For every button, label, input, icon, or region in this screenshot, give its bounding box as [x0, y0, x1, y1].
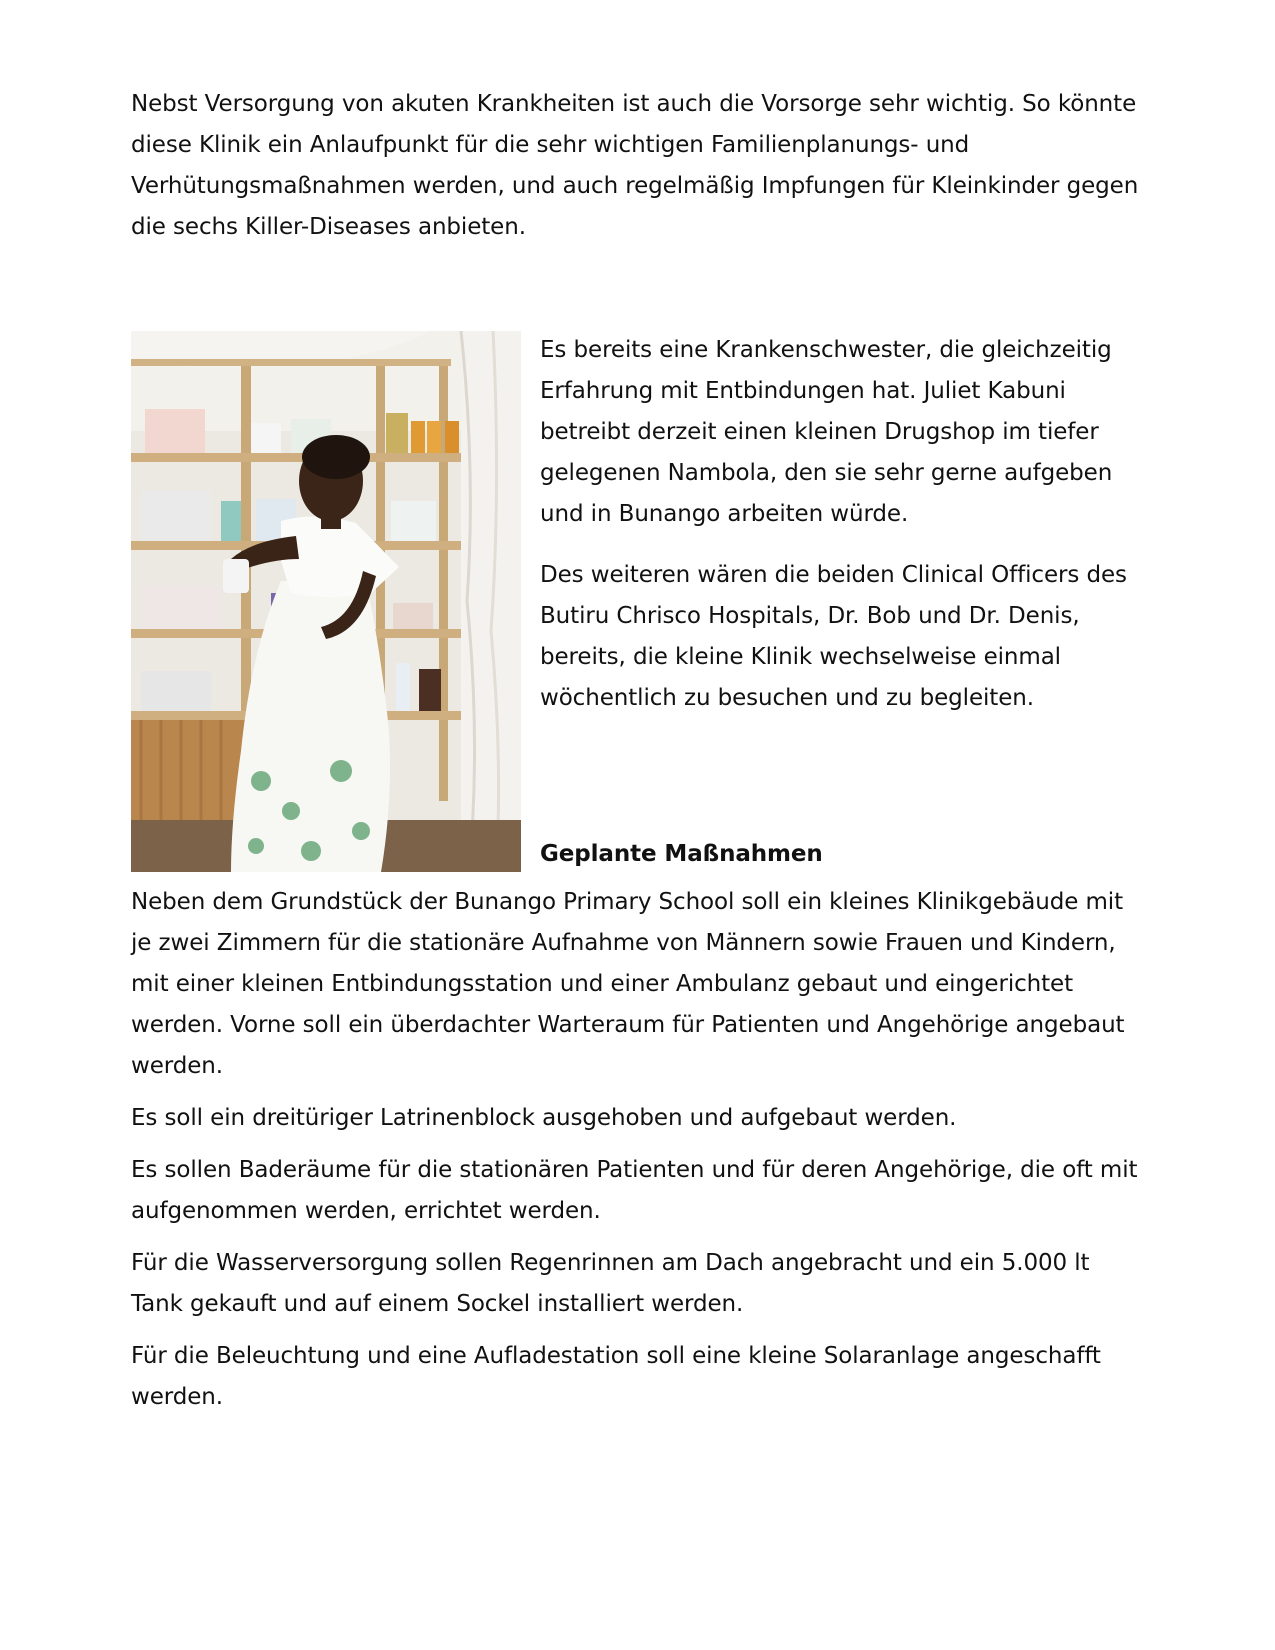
body-paragraph-1: Neben dem Grundstück der Bunango Primary School soll ein kleines Klinikgebäude mit je zwei Zimmern für die stationäre Aufnahme von Männern sowie Frauen und Kindern, mit einer kleinen Entbindungsstation und einer Ambulanz gebaut und eingerichtet werden. Vorne soll ein überdachter Warteraum für Patienten und Angehörige angebaut werden.	[131, 889, 1125, 1079]
side-paragraph-1: Es bereits eine Krankenschwester, die gleichzeitig Erfahrung mit Entbindungen hat. Juliet Kabuni betreibt derzeit einen kleinen Drugshop im tiefer gelegenen Nambola, den sie sehr gerne aufgeben und in Bunango arbeiten würde.	[540, 337, 1113, 527]
intro-paragraph: Nebst Versorgung von akuten Krankheiten ist auch die Vorsorge sehr wichtig. So könnte diese Klinik ein Anlaufpunkt für die sehr wichtigen Familienplanungs- und Verhütungsmaßnahmen werden, und auch regelmäßig Impfungen für Kleinkinder gegen die sechs Killer-Diseases anbieten.	[131, 91, 1139, 240]
body-paragraph-2: Es soll ein dreitüriger Latrinenblock ausgehoben und aufgebaut werden.	[131, 1105, 957, 1131]
body-paragraph-4: Für die Wasserversorgung sollen Regenrinnen am Dach angebracht und ein 5.000 lt Tank gekauft und auf einem Sockel installiert werden.	[131, 1250, 1090, 1317]
side-paragraph-2: Des weiteren wären die beiden Clinical Officers des Butiru Chrisco Hospitals, Dr. Bob und Dr. Denis, bereits, die kleine Klinik wechselweise einmal wöchentlich zu besuchen und zu begleiten.	[540, 562, 1127, 711]
photo-illustration	[131, 331, 521, 872]
nurse-drugshop-photo	[131, 331, 521, 872]
body-paragraph-5: Für die Beleuchtung und eine Aufladestation soll eine kleine Solaranlage angeschafft werden.	[131, 1343, 1101, 1410]
body-paragraph-3: Es sollen Baderäume für die stationären Patienten und für deren Angehörige, die oft mit aufgenommen werden, errichtet werden.	[131, 1157, 1138, 1224]
section-heading: Geplante Maßnahmen	[540, 841, 823, 867]
